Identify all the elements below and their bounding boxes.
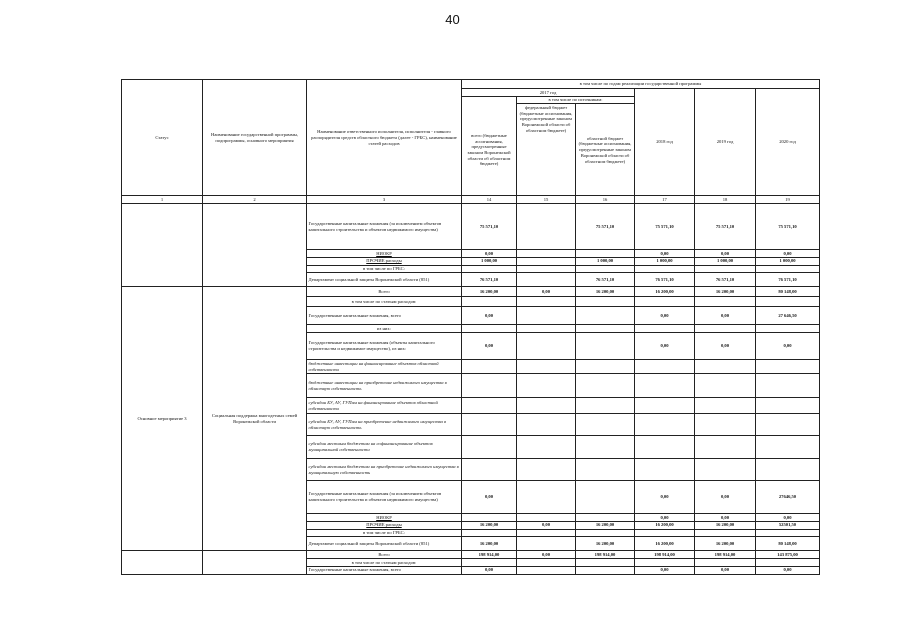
value-cell	[517, 204, 576, 250]
value-cell	[517, 250, 576, 258]
header-blank	[462, 96, 517, 104]
value-cell	[635, 374, 695, 398]
row-label: Государственные капитальные вложения (за исключением объектов капитального строительства и объектов недвижимого имущества)	[307, 481, 462, 514]
column-number: 3	[307, 196, 462, 204]
value-cell	[517, 360, 576, 374]
column-number: 1	[122, 196, 203, 204]
row-label: субсидии БУ, АУ, ГУПам на финансирование объектов областной собственности	[307, 398, 462, 414]
value-cell: 0,00	[695, 514, 756, 522]
header-federal: федеральный бюджет (бюджетные ассигнования, предусмотренные законом Воронежской области об областном бюджете)	[517, 104, 576, 196]
value-cell	[576, 559, 635, 567]
row-label: бюджетные инвестиции на приобретение недвижимого имущества в областную собственность	[307, 374, 462, 398]
value-cell	[517, 537, 576, 551]
value-cell: 16 200,00	[462, 537, 517, 551]
value-cell: 143 875,00	[756, 551, 820, 559]
value-cell: 0,00	[635, 250, 695, 258]
value-cell	[462, 360, 517, 374]
value-cell	[635, 414, 695, 436]
value-cell	[517, 559, 576, 567]
header-program-name: Наименование государственной программы, подпрограммы, основного мероприятия	[203, 80, 307, 196]
value-cell	[462, 459, 517, 481]
row-label: в том числе по статьям расходов:	[307, 297, 462, 307]
value-cell	[576, 374, 635, 398]
value-cell	[576, 297, 635, 307]
value-cell: 76 571,10	[576, 273, 635, 287]
value-cell: 0,00	[462, 481, 517, 514]
value-cell	[576, 360, 635, 374]
value-cell	[517, 566, 576, 574]
row-label: Департамент социальной защиты Воронежской области (851)	[307, 273, 462, 287]
header-year-2017: 2017 год	[462, 89, 635, 97]
value-cell: 80 148,00	[756, 287, 820, 297]
value-cell	[756, 529, 820, 537]
value-cell: 75 571,10	[756, 204, 820, 250]
value-cell: 1 000,00	[756, 257, 820, 265]
value-cell	[695, 297, 756, 307]
value-cell: 0,00	[635, 333, 695, 360]
row-label: Государственные капитальные вложения (объекты капитального строительства и недвижимое имущество), из них:	[307, 333, 462, 360]
value-cell	[695, 414, 756, 436]
value-cell	[517, 325, 576, 333]
row-label: Департамент социальной защиты Воронежской области (851)	[307, 537, 462, 551]
value-cell	[635, 459, 695, 481]
value-cell	[462, 559, 517, 567]
value-cell: 198 914,00	[576, 551, 635, 559]
value-cell	[517, 459, 576, 481]
value-cell: 0,00	[517, 287, 576, 297]
row-label: Всего	[307, 551, 462, 559]
value-cell	[576, 398, 635, 414]
column-number: 16	[576, 196, 635, 204]
value-cell: 16 200,00	[635, 287, 695, 297]
row-label: ПРОЧИЕ расходы	[307, 257, 462, 265]
value-cell: 16 200,00	[576, 287, 635, 297]
value-cell: 80 148,00	[756, 537, 820, 551]
column-number: 18	[695, 196, 756, 204]
value-cell	[635, 398, 695, 414]
value-cell: 75 571,10	[695, 204, 756, 250]
value-cell	[517, 436, 576, 459]
value-cell: 198 914,00	[695, 551, 756, 559]
row-label: из них:	[307, 325, 462, 333]
value-cell: 0,00	[462, 566, 517, 574]
value-cell	[695, 360, 756, 374]
value-cell	[517, 529, 576, 537]
value-cell	[635, 265, 695, 273]
header-by-years: в том числе по годам реализации государственной программы	[462, 80, 820, 89]
value-cell: 0,00	[635, 481, 695, 514]
row-label: субсидии местным бюджетам на софинансирование объектов муниципальной собственности	[307, 436, 462, 459]
name-cell-empty	[203, 204, 307, 287]
row-label: Государственные капитальные вложения (за исключением объектов капитального строительства и объектов недвижимого имущества)	[307, 204, 462, 250]
value-cell: 75 571,10	[462, 204, 517, 250]
value-cell	[635, 436, 695, 459]
value-cell: 0,00	[462, 250, 517, 258]
value-cell: 0,00	[695, 307, 756, 325]
value-cell: 0,00	[695, 566, 756, 574]
value-cell: 1 000,00	[635, 257, 695, 265]
value-cell: 16 200,00	[695, 521, 756, 529]
activity-name: Социальная поддержка многодетных семей Воронежской области	[203, 287, 307, 551]
value-cell	[756, 360, 820, 374]
value-cell: 0,00	[756, 333, 820, 360]
value-cell: 52501,50	[756, 521, 820, 529]
value-cell: 16 200,00	[695, 287, 756, 297]
value-cell	[517, 398, 576, 414]
value-cell	[462, 265, 517, 273]
value-cell: 27 646,50	[756, 307, 820, 325]
column-number: 2	[203, 196, 307, 204]
header-total: всего (бюджетные ассигнования, предусмотренные законом Воронежской области об областном бюджете)	[462, 104, 517, 196]
row-label: ПРОЧИЕ расходы	[307, 521, 462, 529]
value-cell	[462, 529, 517, 537]
value-cell	[756, 559, 820, 567]
value-cell: 16 200,00	[635, 521, 695, 529]
page-number: 40	[445, 12, 460, 27]
value-cell	[576, 529, 635, 537]
value-cell	[462, 514, 517, 522]
table-row	[122, 287, 820, 297]
name-cell-empty	[203, 551, 307, 574]
value-cell	[756, 398, 820, 414]
value-cell	[462, 414, 517, 436]
table-row	[122, 551, 820, 559]
value-cell: 0,00	[635, 514, 695, 522]
value-cell	[517, 257, 576, 265]
status-cell-empty	[122, 551, 203, 574]
value-cell	[695, 325, 756, 333]
value-cell	[695, 398, 756, 414]
value-cell	[695, 265, 756, 273]
column-numbers-row	[122, 196, 820, 204]
row-label: Всего	[307, 287, 462, 297]
header-executor: Наименование ответственного исполнителя, исполнителя - главного распорядителя средств областного бюджета (далее - ГРБС), наименование статей расходов	[307, 80, 462, 196]
value-cell	[576, 414, 635, 436]
value-cell: 16 200,00	[635, 537, 695, 551]
value-cell: 75 571,10	[635, 204, 695, 250]
value-cell	[576, 436, 635, 459]
value-cell: 0,00	[695, 481, 756, 514]
value-cell: 16 200,00	[462, 521, 517, 529]
value-cell: 1 000,00	[462, 257, 517, 265]
value-cell	[576, 333, 635, 360]
header-year-2019: 2019 год	[695, 89, 756, 196]
status-cell-empty	[122, 204, 203, 287]
value-cell	[695, 559, 756, 567]
value-cell	[635, 297, 695, 307]
value-cell	[576, 481, 635, 514]
value-cell	[576, 566, 635, 574]
row-label: в том числе по статьям расходов:	[307, 559, 462, 567]
value-cell: 198 914,00	[462, 551, 517, 559]
value-cell: 1 000,00	[576, 257, 635, 265]
value-cell	[517, 265, 576, 273]
value-cell: 16 200,00	[576, 521, 635, 529]
value-cell	[576, 514, 635, 522]
value-cell: 0,00	[462, 333, 517, 360]
value-cell	[695, 529, 756, 537]
value-cell	[462, 436, 517, 459]
value-cell	[462, 374, 517, 398]
value-cell: 0,00	[695, 250, 756, 258]
value-cell	[756, 436, 820, 459]
column-number: 14	[462, 196, 517, 204]
value-cell: 0,00	[695, 333, 756, 360]
row-label: Государственные капитальные вложения, всего	[307, 307, 462, 325]
value-cell	[517, 414, 576, 436]
row-label: в том числе по ГРБС:	[307, 265, 462, 273]
value-cell	[756, 297, 820, 307]
value-cell: 0,00	[756, 566, 820, 574]
value-cell	[695, 459, 756, 481]
header-by-source: в том числе по источникам:	[517, 96, 635, 104]
value-cell	[756, 374, 820, 398]
value-cell	[576, 265, 635, 273]
value-cell	[756, 459, 820, 481]
value-cell	[576, 250, 635, 258]
value-cell: 0,00	[462, 307, 517, 325]
row-label: субсидии БУ, АУ, ГУПам на приобретение недвижимого имущества в областную собственность	[307, 414, 462, 436]
value-cell	[695, 436, 756, 459]
value-cell: 0,00	[756, 250, 820, 258]
value-cell: 27646,50	[756, 481, 820, 514]
header-status: Статус	[122, 80, 203, 196]
value-cell: 0,00	[635, 307, 695, 325]
value-cell: 76 571,10	[635, 273, 695, 287]
row-label: НИОКР	[307, 514, 462, 522]
value-cell	[517, 297, 576, 307]
value-cell	[635, 360, 695, 374]
value-cell: 0,00	[756, 514, 820, 522]
value-cell: 75 571,10	[576, 204, 635, 250]
value-cell: 16 200,00	[576, 537, 635, 551]
value-cell	[517, 307, 576, 325]
value-cell	[576, 459, 635, 481]
activity-status: Основное мероприятие 3	[122, 287, 203, 551]
value-cell	[517, 514, 576, 522]
value-cell	[635, 559, 695, 567]
value-cell	[576, 325, 635, 333]
value-cell	[756, 265, 820, 273]
value-cell: 0,00	[635, 566, 695, 574]
value-cell	[462, 398, 517, 414]
value-cell	[517, 481, 576, 514]
value-cell: 76 571,10	[756, 273, 820, 287]
value-cell	[517, 273, 576, 287]
value-cell	[695, 374, 756, 398]
column-number: 17	[635, 196, 695, 204]
column-number: 15	[517, 196, 576, 204]
row-label: в том числе по ГРБС:	[307, 529, 462, 537]
value-cell	[576, 307, 635, 325]
header-year-2020: 2020 год	[756, 89, 820, 196]
value-cell	[462, 325, 517, 333]
row-label: бюджетные инвестиции на финансирование объектов областной собственности	[307, 360, 462, 374]
value-cell	[635, 529, 695, 537]
value-cell	[756, 325, 820, 333]
budget-table	[121, 79, 820, 575]
value-cell: 16 200,00	[462, 287, 517, 297]
header-year-2018: 2018 год	[635, 89, 695, 196]
value-cell: 16 200,00	[695, 537, 756, 551]
value-cell: 1 000,00	[695, 257, 756, 265]
row-label: НИОКР	[307, 250, 462, 258]
value-cell	[635, 325, 695, 333]
header-regional: областной бюджет (бюджетные ассигнования, предусмотренные законом Воронежской области об областном бюджете)	[576, 104, 635, 196]
row-label: субсидии местным бюджетам на приобретение недвижимого имущества в муниципальную собственность	[307, 459, 462, 481]
value-cell	[517, 333, 576, 360]
table-row	[122, 204, 820, 250]
value-cell: 0,00	[517, 521, 576, 529]
value-cell	[462, 297, 517, 307]
row-label: Государственные капитальные вложения, всего	[307, 566, 462, 574]
value-cell: 76 571,10	[462, 273, 517, 287]
value-cell	[756, 414, 820, 436]
value-cell: 0,00	[517, 551, 576, 559]
value-cell: 198 914,00	[635, 551, 695, 559]
value-cell	[517, 374, 576, 398]
column-number: 19	[756, 196, 820, 204]
value-cell: 76 571,10	[695, 273, 756, 287]
